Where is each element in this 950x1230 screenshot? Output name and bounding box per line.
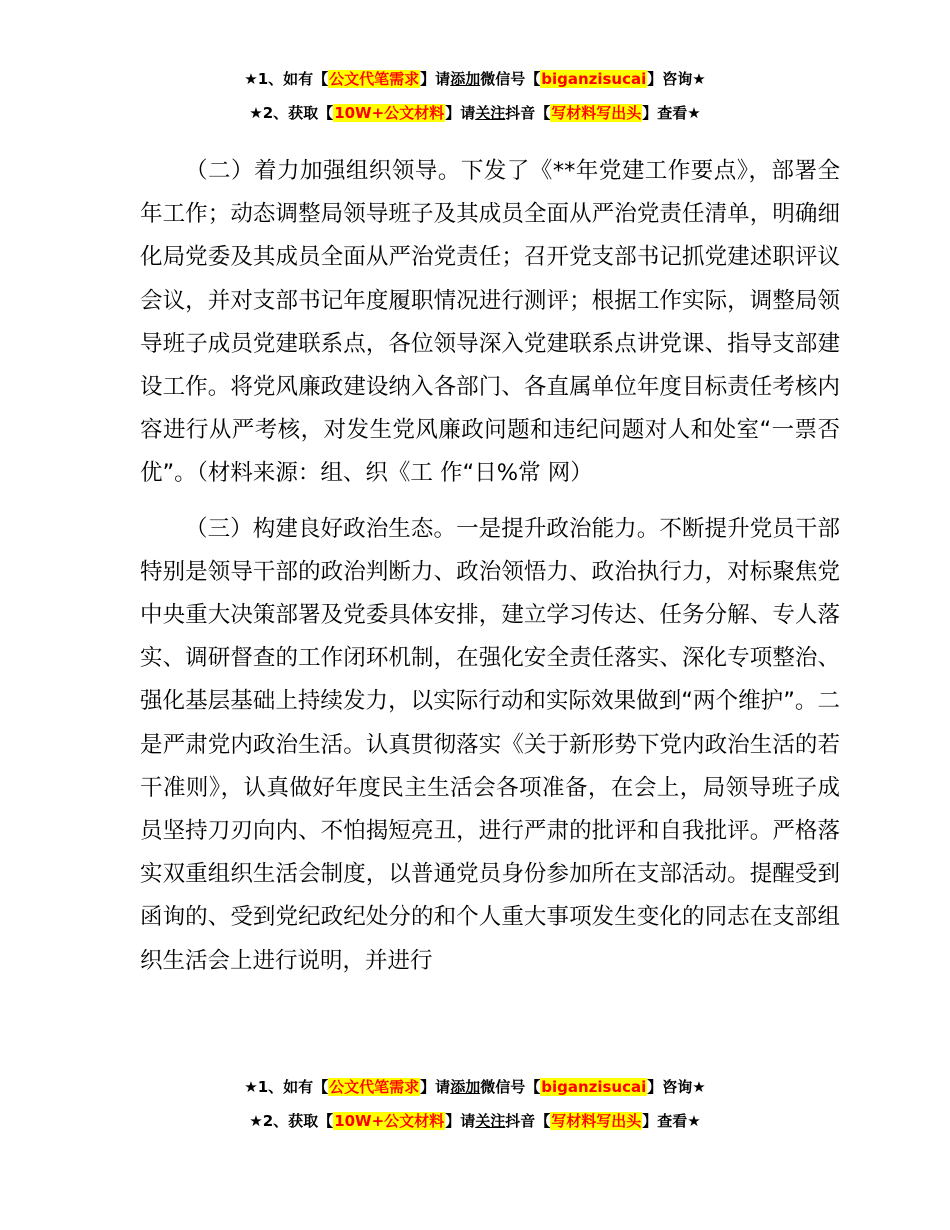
header-line-2-underlined: 关注 [475, 104, 506, 122]
footer-line-2-prefix: ★2、获取【 [249, 1112, 334, 1130]
paragraph-gap [140, 496, 840, 508]
document-body [140, 150, 840, 983]
header-banner [0, 62, 950, 130]
paragraph-political-ecology: （三）构建良好政治生态。一是提升政治能力。不断提升党员干部特别是领导干部的政治判断力、政治领悟力、政治执行力，对标聚焦党中央重大决策部署及党委具体安排，建立学习传达、任务分解、专人落实、调研督查的工作闭环机制，在强化安全责任落实、深化专项整治、强化基层基础上持续发力，以实际行动和实际效果做到“两个维护”。二是严肃党内政治生活。认真贯彻落实《关于新形势下党内政治生活的若干准则》，认真做好年度民主生活会各项准备，在会上，局领导班子成员坚持刀刃向内、不怕揭短亮丑，进行严肃的批评和自我批评。严格落实双重组织生活会制度，以普通党员身份参加所在支部活动。提醒受到函询的、受到党纪政纪处分的和个人重大事项发生变化的同志在支部组织生活会上进行说明，并进行 [140, 515, 840, 974]
footer-line-1-prefix: ★1、如有【 [244, 1078, 329, 1096]
footer-banner [0, 1070, 950, 1138]
header-line-1-highlight-wechat: biganzisucai [541, 70, 647, 88]
footer-line-1-highlight-service: 公文代笔需求 [329, 1078, 420, 1096]
header-line-2 [0, 96, 950, 130]
footer-line-1-underlined: 添加 [450, 1078, 481, 1096]
footer-line-1-mid: 】请 [420, 1078, 451, 1096]
header-line-2-highlight-materials: 10W+公文材料 [334, 104, 445, 122]
header-line-1-mid2: 微信号【 [480, 70, 541, 88]
footer-line-2-mid: 】请 [445, 1112, 476, 1130]
footer-line-2-suffix: 】查看★ [642, 1112, 701, 1130]
footer-line-2-highlight-douyin: 写材料写出头 [551, 1112, 642, 1130]
header-line-2-highlight-douyin: 写材料写出头 [551, 104, 642, 122]
footer-line-1 [0, 1070, 950, 1104]
header-line-2-prefix: ★2、获取【 [249, 104, 334, 122]
footer-line-2-underlined: 关注 [475, 1112, 506, 1130]
footer-line-1-suffix: 】咨询★ [647, 1078, 706, 1096]
header-line-2-suffix: 】查看★ [642, 104, 701, 122]
header-line-1 [0, 62, 950, 96]
header-line-1-mid: 】请 [420, 70, 451, 88]
footer-line-1-mid2: 微信号【 [480, 1078, 541, 1096]
footer-line-2-highlight-materials: 10W+公文材料 [334, 1112, 445, 1130]
header-line-1-suffix: 】咨询★ [647, 70, 706, 88]
header-line-2-mid: 】请 [445, 104, 476, 122]
footer-line-1-highlight-wechat: biganzisucai [541, 1078, 647, 1096]
header-line-1-prefix: ★1、如有【 [244, 70, 329, 88]
header-line-2-mid2: 抖音【 [505, 104, 551, 122]
paragraph-organization-leadership: （二）着力加强组织领导。下发了《**年党建工作要点》，部署全年工作；动态调整局领导班子及其成员全面从严治党责任清单，明确细化局党委及其成员全面从严治党责任；召开党支部书记抓党建述职评议会议，并对支部书记年度履职情况进行测评；根据工作实际，调整局领导班子成员党建联系点，各位领导深入党建联系点讲党课、指导支部建设工作。将党风廉政建设纳入各部门、各直属单位年度目标责任考核内容进行从严考核，对发生党风廉政问题和违纪问题对人和处室“一票否优”。（材料来源：组、织《工 作“日%常 网） [140, 158, 840, 487]
footer-line-2-mid2: 抖音【 [505, 1112, 551, 1130]
header-line-1-highlight-service: 公文代笔需求 [329, 70, 420, 88]
header-line-1-underlined: 添加 [450, 70, 481, 88]
footer-line-2 [0, 1104, 950, 1138]
